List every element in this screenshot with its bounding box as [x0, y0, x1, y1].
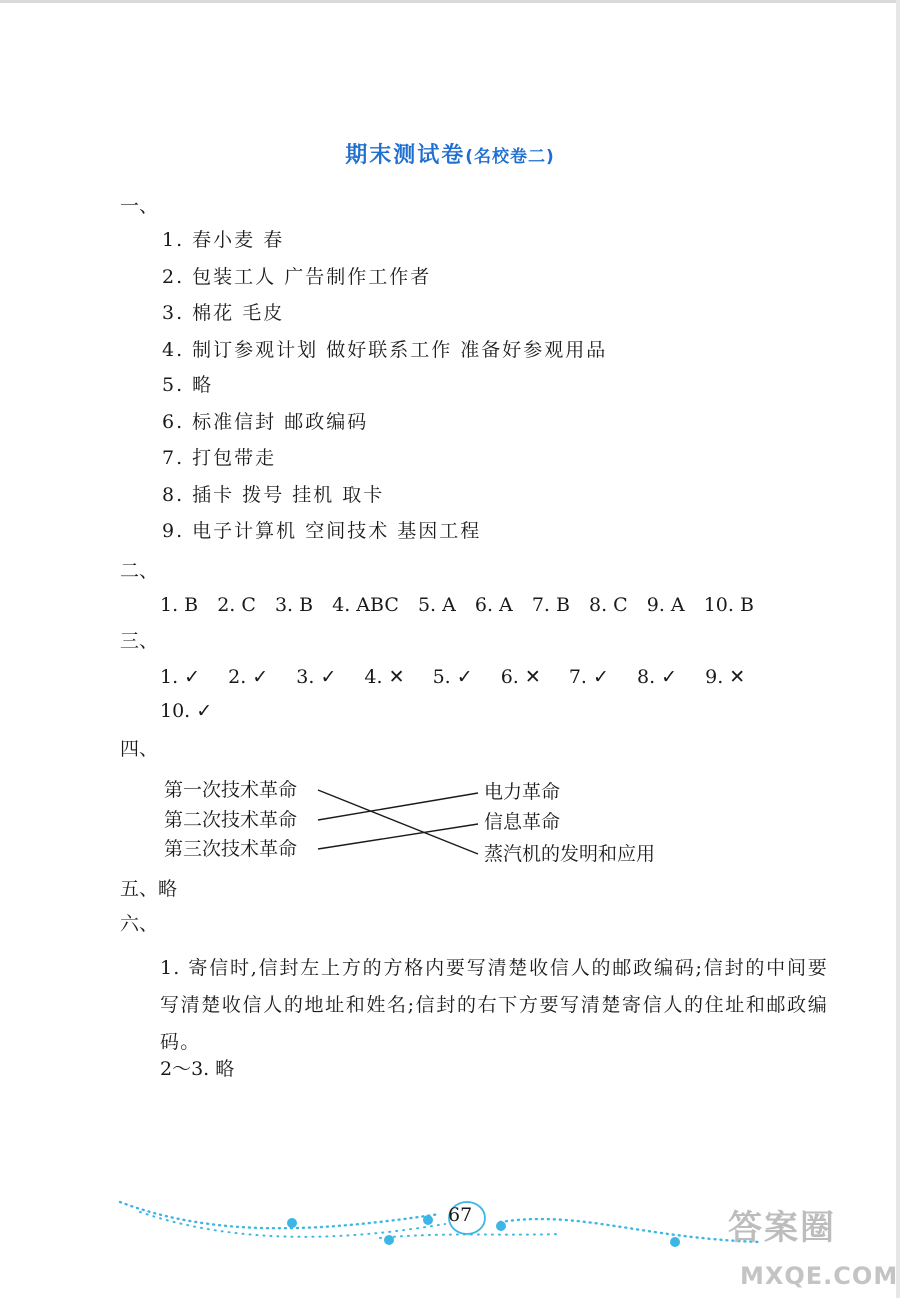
tf-answer: 2. ✓ — [228, 666, 269, 688]
section-4-label: 四、 — [120, 738, 159, 760]
watermark-url: MXQE.COM — [740, 1262, 899, 1290]
tf-answer: 6. ✕ — [500, 666, 541, 688]
page-right-edge — [896, 0, 900, 1298]
true-false-row-2 — [160, 700, 234, 722]
mc-answer: 5. A — [417, 594, 456, 616]
tf-answer: 8. ✓ — [636, 666, 678, 688]
watermark-logo: 答案圈 — [728, 1208, 836, 1248]
matching-lines — [0, 760, 900, 870]
s1-item-2: 2. 包装工人 广告制作工作者 — [162, 266, 432, 288]
mc-answer: 8. C — [589, 594, 628, 616]
tf-answer: 10. ✓ — [160, 700, 213, 722]
tf-answer: 4. ✕ — [364, 666, 405, 688]
s1-item-8: 8. 插卡 拨号 挂机 取卡 — [162, 484, 385, 506]
tf-answer: 7. ✓ — [568, 666, 609, 688]
match-line-1 — [318, 790, 478, 854]
mc-answer: 10. B — [703, 594, 754, 616]
s1-item-9: 9. 电子计算机 空间技术 基因工程 — [162, 520, 482, 542]
match-right-3: 蒸汽机的发明和应用 — [484, 843, 656, 865]
title-sub: (名校卷二) — [465, 147, 555, 167]
match-right-2: 信息革命 — [484, 811, 561, 833]
tf-answer: 5. ✓ — [432, 666, 473, 688]
s6-paragraph-1: 1. 寄信时,信封左上方的方格内要写清楚收信人的邮政编码;信封的中间要写清楚收信人的地址和姓名;信封的右下方要写清楚寄信人的住址和邮政编码。 — [160, 957, 828, 1053]
mc-answer: 1. B — [160, 594, 199, 616]
s1-item-1: 1. 春小麦 春 — [162, 229, 285, 251]
match-left-2: 第二次技术革命 — [164, 809, 298, 831]
mc-answer: 7. B — [531, 594, 570, 616]
s1-item-4: 4. 制订参观计划 做好联系工作 准备好参观用品 — [162, 339, 608, 361]
page-title — [0, 138, 900, 169]
mc-answer: 2. C — [217, 594, 256, 616]
mc-answer: 4. ABC — [332, 594, 399, 616]
section-2-label: 二、 — [120, 560, 159, 582]
match-line-2 — [318, 793, 478, 820]
multiple-choice-answers — [160, 594, 767, 616]
s6-paragraph-2: 2～3. 略 — [160, 1058, 235, 1080]
page-top-edge — [0, 0, 900, 3]
true-false-row-1 — [160, 666, 767, 688]
match-right-1: 电力革命 — [484, 781, 561, 803]
match-line-3 — [318, 824, 478, 849]
tf-answer: 3. ✓ — [296, 666, 337, 688]
match-left-3: 第三次技术革命 — [164, 838, 298, 860]
page-number: 67 — [448, 1204, 473, 1226]
mc-answer: 6. A — [474, 594, 513, 616]
tf-answer: 9. ✕ — [705, 666, 746, 688]
section-6-label: 六、 — [120, 913, 159, 935]
title-main: 期末测试卷 — [345, 143, 466, 168]
tf-answer: 1. ✓ — [160, 666, 201, 688]
s1-item-5: 5. 略 — [162, 374, 214, 396]
mc-answer: 3. B — [274, 594, 314, 616]
s1-item-6: 6. 标准信封 邮政编码 — [162, 411, 369, 433]
section-3-label: 三、 — [120, 630, 159, 652]
section-5-label: 五、略 — [120, 878, 178, 900]
section-1-label: 一、 — [120, 195, 159, 217]
s1-item-7: 7. 打包带走 — [162, 447, 277, 469]
match-left-1: 第一次技术革命 — [164, 779, 298, 801]
s1-item-3: 3. 棉花 毛皮 — [162, 302, 285, 324]
mc-answer: 9. A — [646, 594, 685, 616]
